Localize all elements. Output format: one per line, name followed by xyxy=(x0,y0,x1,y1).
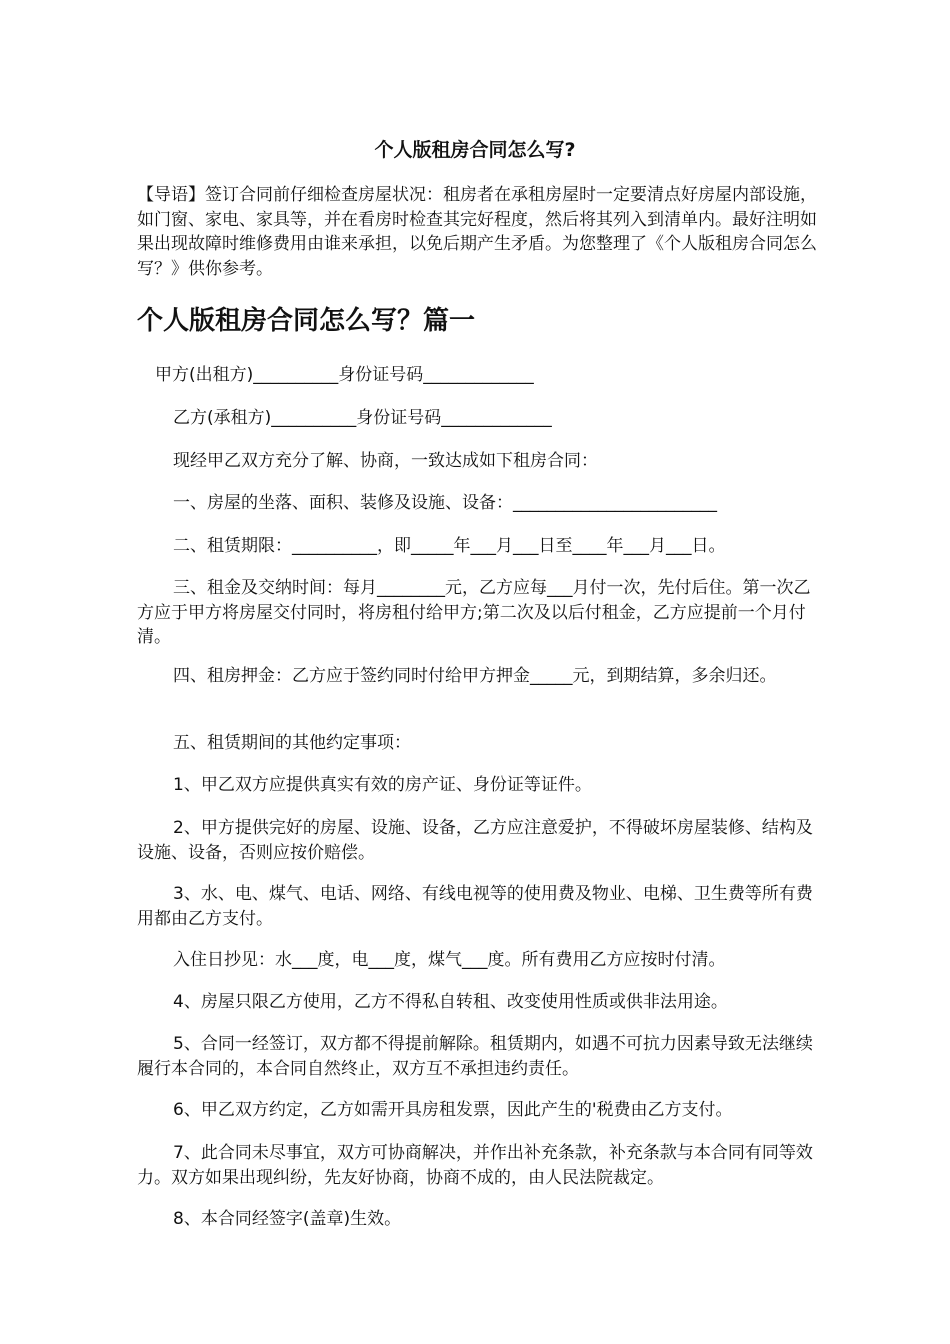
contract-preamble: 现经甲乙双方充分了解、协商，一致达成如下租房合同： xyxy=(173,451,598,471)
term-item-7: 7、此合同未尽事宜，双方可协商解决，并作出补充条款，补充条款与本合同有同等效力。双方如果出现纠纷，先友好协商，协商不成的，由人民法院裁定。 xyxy=(137,1143,813,1188)
section-heading: 个人版租房合同怎么写？篇一 xyxy=(137,306,476,336)
clause-2-term: 二、租赁期限：__________，即_____年___月___日至____年___月___日。 xyxy=(173,536,726,556)
term-item-4: 4、房屋只限乙方使用，乙方不得私自转租、改变使用性质或供非法用途。 xyxy=(173,992,728,1012)
term-item-6: 6、甲乙双方约定，乙方如需开具房租发票，因此产生的'税费由乙方支付。 xyxy=(173,1100,733,1120)
clause-5-other-terms: 五、租赁期间的其他约定事项： xyxy=(173,733,411,753)
term-item-1: 1、甲乙双方应提供真实有效的房产证、身份证等证件。 xyxy=(173,775,592,795)
intro-paragraph: 【导语】签订合同前仔细检查房屋状况：租房者在承租房屋时一定要清点好房屋内部设施，如门窗、家电、家具等，并在看房时检查其完好程度，然后将其列入到清单内。最好注明如果出现故障时维修费用由谁来承担，以免后期产生矛盾。为您整理了《个人版租房合同怎么写？》供你参考。 xyxy=(137,185,817,279)
term-item-2: 2、甲方提供完好的房屋、设施、设备，乙方应注意爱护，不得破坏房屋装修、结构及设施、设备，否则应按价赔偿。 xyxy=(137,818,813,863)
meter-reading-line: 入住日抄见：水___度，电___度，煤气___度。所有费用乙方应按时付清。 xyxy=(173,950,726,970)
document-title: 个人版租房合同怎么写? xyxy=(374,139,576,161)
clause-1-property: 一、房屋的坐落、面积、装修及设施、设备：________________________ xyxy=(173,493,717,513)
term-item-5: 5、合同一经签订，双方都不得提前解除。租赁期内，如遇不可抗力因素导致无法继续履行本合同的，本合同自然终止，双方互不承担违约责任。 xyxy=(137,1034,813,1079)
clause-4-deposit: 四、租房押金：乙方应于签约同时付给甲方押金_____元，到期结算，多余归还。 xyxy=(173,666,777,686)
term-item-8: 8、本合同经签字(盖章)生效。 xyxy=(173,1209,402,1229)
clause-3-rent: 三、租金及交纳时间：每月________元，乙方应每___月付一次，先付后住。第一次乙方应于甲方将房屋交付同时，将房租付给甲方;第二次及以后付租金，乙方应提前一个月付清。 xyxy=(137,578,811,647)
party-b-line: 乙方(承租方)__________身份证号码_____________ xyxy=(173,408,552,428)
party-a-line: 甲方(出租方)__________身份证号码_____________ xyxy=(155,365,534,385)
term-item-3: 3、水、电、煤气、电话、网络、有线电视等的使用费及物业、电梯、卫生费等所有费用都由乙方支付。 xyxy=(137,884,813,929)
